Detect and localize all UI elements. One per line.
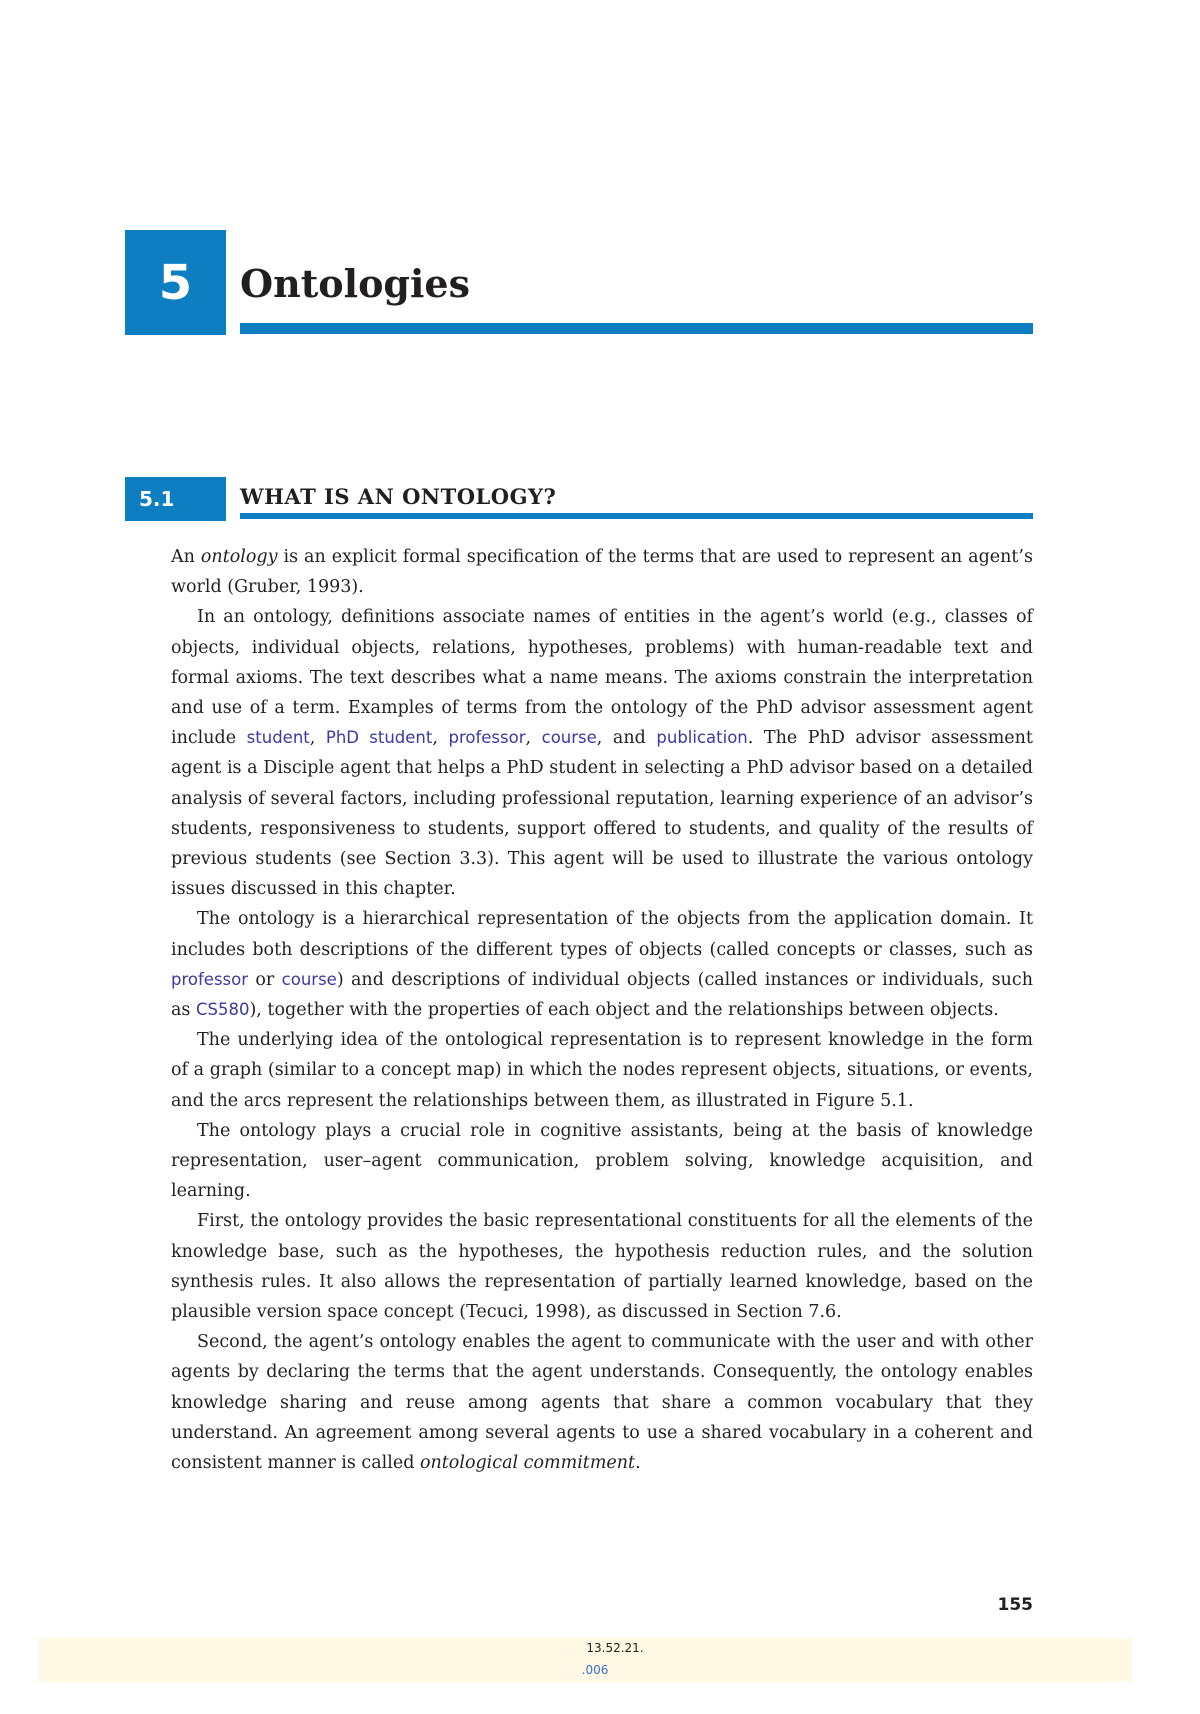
footer-link[interactable]: .006 xyxy=(581,1663,609,1677)
chapter-number: 5 xyxy=(158,254,193,311)
term-course: course xyxy=(281,969,337,989)
term-publication: publication xyxy=(656,728,748,748)
paragraph-6: First, the ontology provides the basic representational constituents for all the elements of the knowledge base, such as the hypotheses, the hypothesis reduction rules, and the solution synthesis rules. It also allows the representation of partially learned knowledge, based on the plausible version space concept (Tecuci, 1998), as discussed in Section 7.6. xyxy=(171,1211,1033,1323)
term-phd-student: PhD student xyxy=(325,728,433,748)
paragraph-4: The underlying idea of the ontological representation is to represent knowledge in the form of a graph (similar to a concept map) in which the nodes represent objects, situations, or events, and the arcs represent the relationships between them, as illustrated in Figure 5.1. xyxy=(171,1030,1033,1111)
footer-text: 13.52.21. xyxy=(586,1641,644,1655)
section-title-rule xyxy=(240,513,1033,519)
page-number: 155 xyxy=(997,1595,1033,1615)
section-title: WHAT IS AN ONTOLOGY? xyxy=(240,484,557,509)
paragraph-2: In an ontology, definitions associate names of entities in the agent’s world (e.g., classes of objects, individual objects, relations, hypotheses, problems) with human-readable text and formal axioms. The text describes what a name means. The axioms constrain the interpretation and use of a term. Examples of terms from the ontology of the PhD advisor assessment agent include student, PhD student, professor, course, and publication. The PhD advisor assessment agent is a Disciple agent that helps a PhD student in selecting a PhD advisor based on a detailed analysis of several factors, including professional reputation, learning experience of an advisor’s students, responsiveness to students, support offered to students, and quality of the results of previous students (see Section 3.3). This agent will be used to illustrate the various ontology issues discussed in this chapter. xyxy=(171,607,1033,900)
term-cs580: CS580 xyxy=(195,1000,250,1020)
chapter-number-box xyxy=(125,230,226,335)
paragraph-3: The ontology is a hierarchical representation of the objects from the application domain. It includes both descriptions of the different types of objects (called concepts or classes, such as professor or course) and descriptions of individual objects (called instances or individuals, such as CS580), together with the properties of each object and the relationships between objects. xyxy=(171,909,1033,1021)
body-text xyxy=(171,542,1033,1478)
term-ontology: ontology xyxy=(200,547,278,567)
chapter-title: Ontologies xyxy=(240,261,470,306)
paragraph-1: An ontology is an explicit formal specification of the terms that are used to represent an agent’s world (Gruber, 1993). xyxy=(171,547,1033,598)
term-ontological-commitment: ontological commitment xyxy=(419,1453,636,1474)
chapter-title-rule xyxy=(240,323,1033,334)
section-number: 5.1 xyxy=(139,487,175,511)
paragraph-7: Second, the agent’s ontology enables the agent to communicate with the user and with other agents by declaring the terms that the agent understands. Consequently, the ontology enables knowledge sharing and reuse among agents that share a common vocabulary that they understand. An agreement among several agents to use a shared vocabulary in a coherent and consistent manner is called ontological commitment. xyxy=(171,1332,1033,1474)
paragraph-5: The ontology plays a crucial role in cognitive assistants, being at the basis of knowledge representation, user–agent communication, problem solving, knowledge acquisition, and learning. xyxy=(171,1120,1033,1202)
footer-strip xyxy=(38,1638,1132,1682)
section-number-box xyxy=(125,477,226,521)
term-course: course xyxy=(541,728,597,748)
term-professor: professor xyxy=(448,728,526,748)
term-student: student xyxy=(246,728,310,748)
term-professor: professor xyxy=(171,969,249,989)
